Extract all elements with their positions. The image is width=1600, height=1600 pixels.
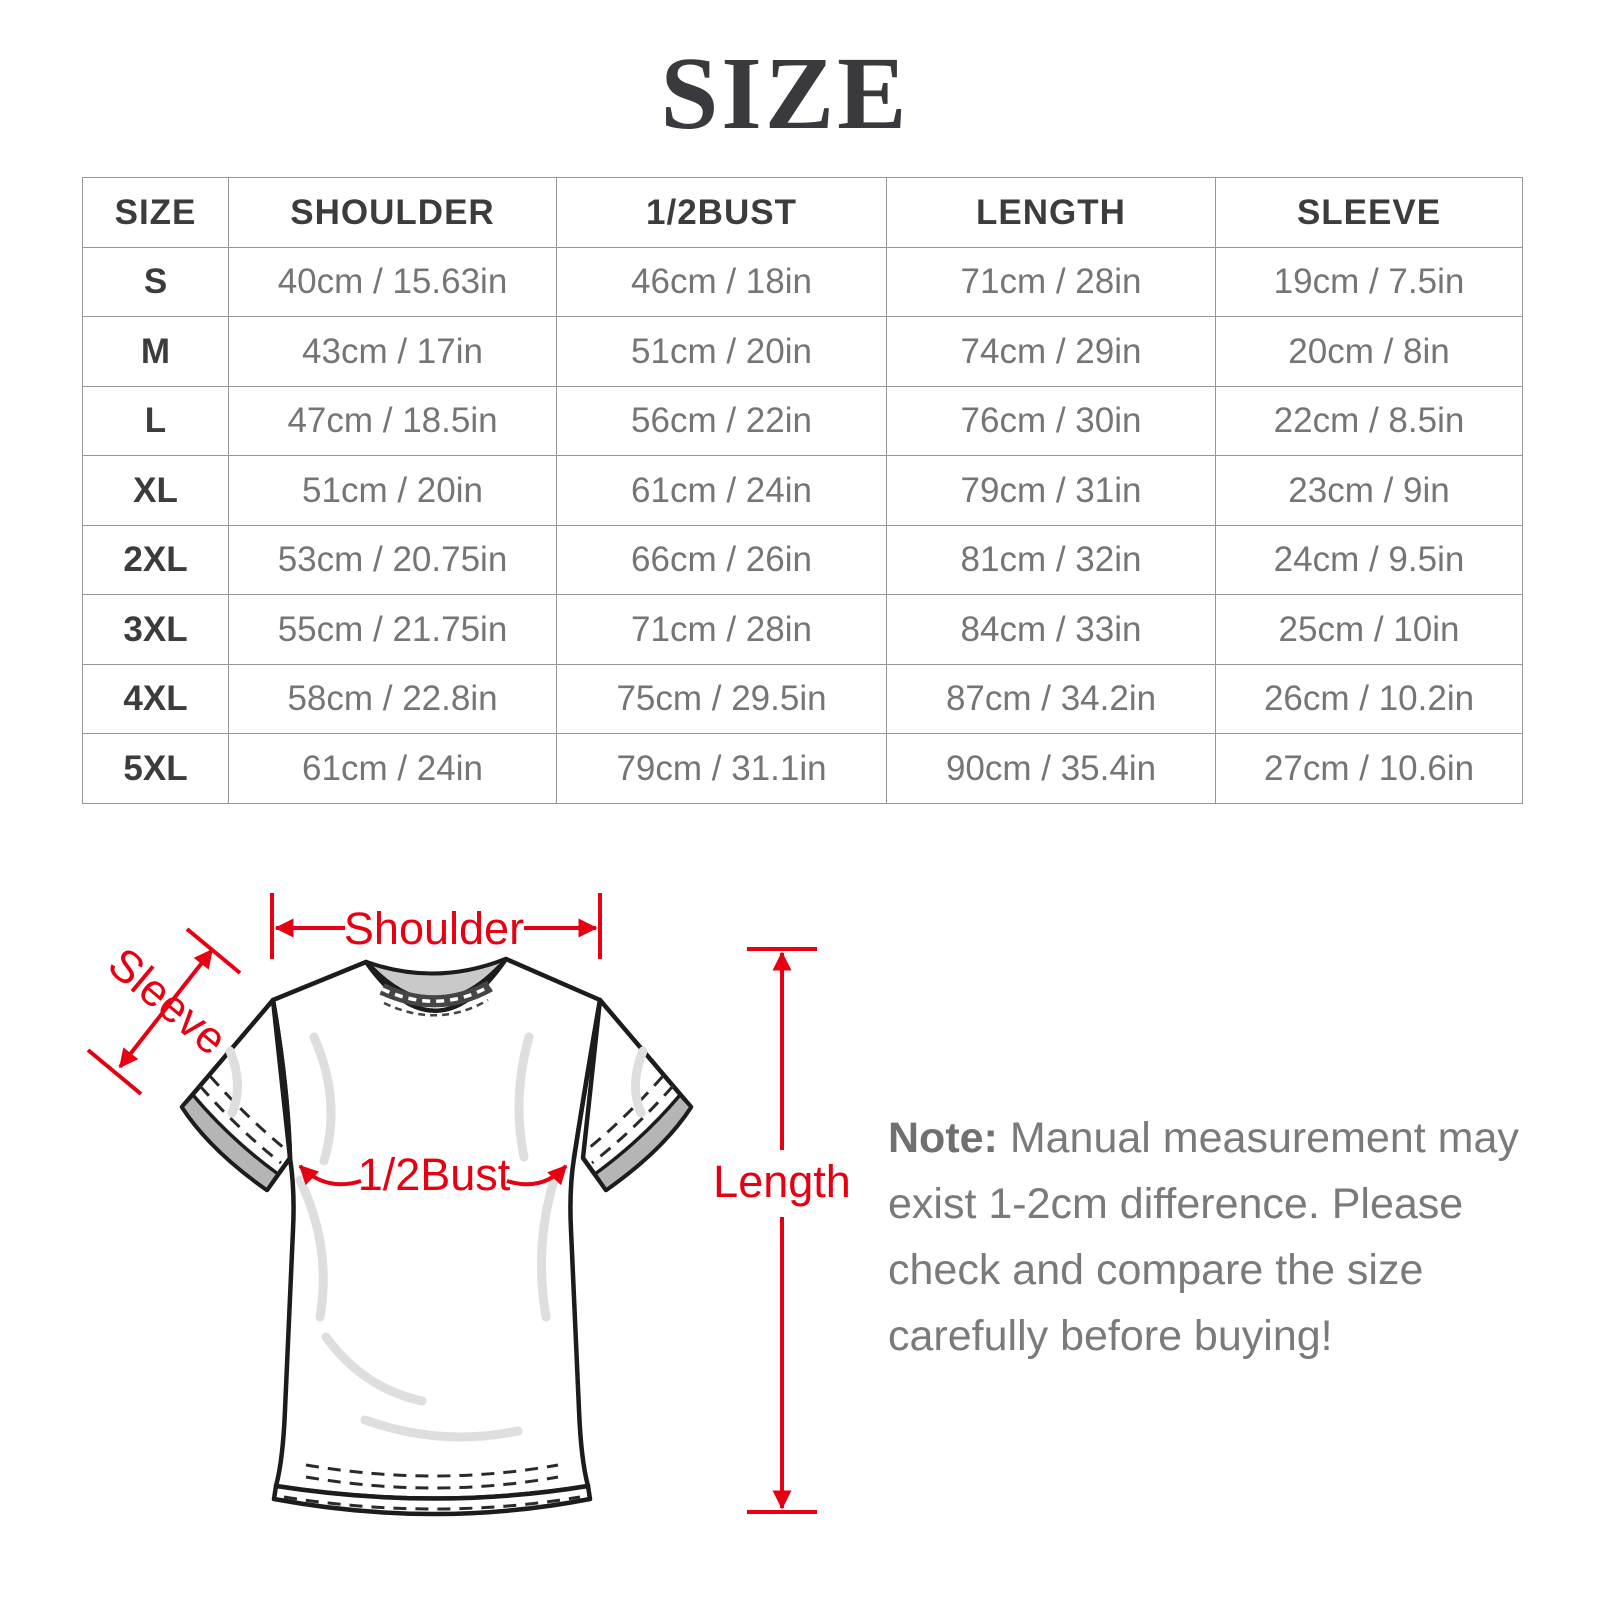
measurement-note — [888, 1105, 1528, 1369]
size-table — [82, 177, 1523, 804]
table-row — [83, 317, 1523, 387]
size-label: XL — [83, 456, 229, 526]
length-value: 74cm / 29in — [887, 317, 1216, 387]
length-label: Length — [713, 1156, 851, 1207]
table-row — [83, 734, 1523, 804]
bust-value: 75cm / 29.5in — [557, 664, 887, 734]
tshirt-measurement-svg — [60, 845, 880, 1585]
table-row — [83, 664, 1523, 734]
bust-value: 66cm / 26in — [557, 525, 887, 595]
length-value: 76cm / 30in — [887, 386, 1216, 456]
half-bust-label: 1/2Bust — [357, 1149, 511, 1200]
sleeve-value: 22cm / 8.5in — [1216, 386, 1523, 456]
size-table-header — [83, 178, 1523, 248]
shoulder-value: 40cm / 15.63in — [229, 247, 557, 317]
length-value: 81cm / 32in — [887, 525, 1216, 595]
table-row — [83, 247, 1523, 317]
length-value: 71cm / 28in — [887, 247, 1216, 317]
sleeve-value: 20cm / 8in — [1216, 317, 1523, 387]
sleeve-value: 19cm / 7.5in — [1216, 247, 1523, 317]
length-value: 84cm / 33in — [887, 595, 1216, 665]
size-label: L — [83, 386, 229, 456]
sleeve-value: 27cm / 10.6in — [1216, 734, 1523, 804]
length-value: 90cm / 35.4in — [887, 734, 1216, 804]
table-row — [83, 525, 1523, 595]
bust-value: 46cm / 18in — [557, 247, 887, 317]
size-label: 2XL — [83, 525, 229, 595]
column-header-length: LENGTH — [887, 178, 1216, 248]
bust-value: 51cm / 20in — [557, 317, 887, 387]
note-text: Manual measurement may exist 1-2cm difference. Please check and compare the size carefully before buying! — [888, 1114, 1519, 1360]
column-header-shoulder: SHOULDER — [229, 178, 557, 248]
page-title: SIZE — [660, 36, 910, 151]
shoulder-value: 58cm / 22.8in — [229, 664, 557, 734]
bust-value: 71cm / 28in — [557, 595, 887, 665]
shoulder-value: 51cm / 20in — [229, 456, 557, 526]
shoulder-value: 47cm / 18.5in — [229, 386, 557, 456]
column-header-size: SIZE — [83, 178, 229, 248]
bust-value: 61cm / 24in — [557, 456, 887, 526]
length-measure — [713, 949, 851, 1512]
sleeve-value: 24cm / 9.5in — [1216, 525, 1523, 595]
shoulder-value: 55cm / 21.75in — [229, 595, 557, 665]
tshirt-drawing — [182, 959, 691, 1514]
table-row — [83, 595, 1523, 665]
size-label: 4XL — [83, 664, 229, 734]
shoulder-value: 53cm / 20.75in — [229, 525, 557, 595]
shoulder-value: 43cm / 17in — [229, 317, 557, 387]
size-label: S — [83, 247, 229, 317]
shoulder-value: 61cm / 24in — [229, 734, 557, 804]
size-label: 5XL — [83, 734, 229, 804]
length-value: 87cm / 34.2in — [887, 664, 1216, 734]
shoulder-label: Shoulder — [343, 903, 525, 954]
table-row — [83, 456, 1523, 526]
sleeve-value: 25cm / 10in — [1216, 595, 1523, 665]
note-label: Note: — [888, 1114, 998, 1162]
table-row — [83, 386, 1523, 456]
size-label: 3XL — [83, 595, 229, 665]
bust-value: 56cm / 22in — [557, 386, 887, 456]
sleeve-value: 26cm / 10.2in — [1216, 664, 1523, 734]
bust-value: 79cm / 31.1in — [557, 734, 887, 804]
column-header-sleeve: SLEEVE — [1216, 178, 1523, 248]
column-header-bust: 1/2BUST — [557, 178, 887, 248]
size-table-body — [83, 247, 1523, 803]
length-value: 79cm / 31in — [887, 456, 1216, 526]
shoulder-measure — [272, 893, 600, 959]
header-row — [83, 178, 1523, 248]
measurement-diagram — [60, 845, 880, 1585]
sleeve-label: Sleeve — [98, 937, 238, 1065]
sleeve-value: 23cm / 9in — [1216, 456, 1523, 526]
size-label: M — [83, 317, 229, 387]
